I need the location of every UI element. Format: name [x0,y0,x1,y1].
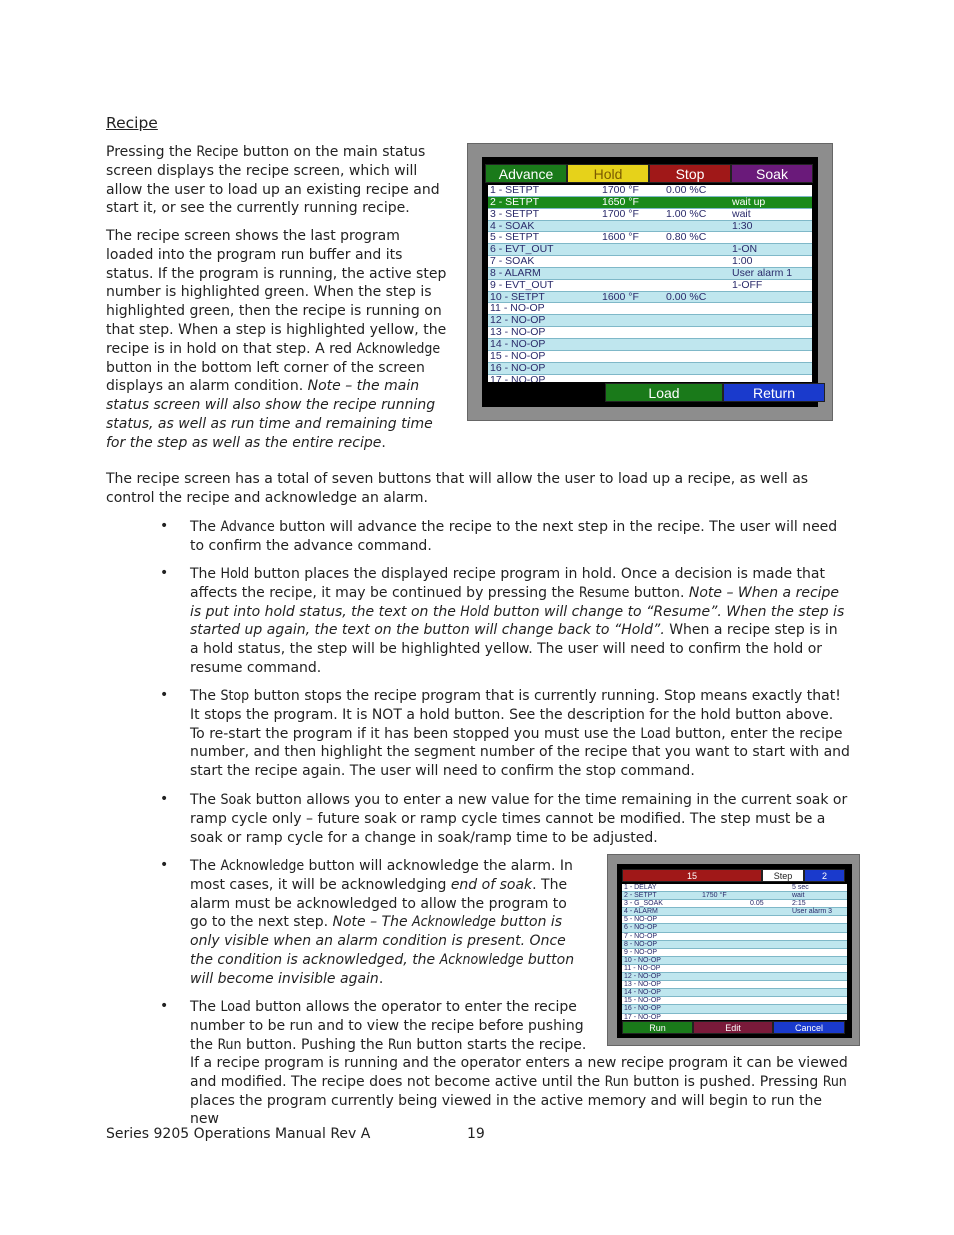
note: Note – The [332,914,413,931]
screen-button-edit[interactable]: Edit [693,1021,773,1034]
text: . [381,434,386,451]
step-name: 1 - SETPT [490,185,540,196]
run-screen [617,864,852,1038]
step-name: 8 - NO-OP [624,940,658,948]
text: button is pushed. Pressing [628,1073,823,1090]
keyword: Load [220,999,251,1015]
step-row[interactable] [622,965,847,973]
step-name: 8 - ALARM [490,266,541,279]
step-name: 9 - EVT_OUT [490,278,554,291]
keyword: Acknowledge [356,340,441,357]
step-val: 1700 °F [602,185,639,196]
step-row[interactable] [622,981,847,989]
text: Pressing the [106,144,197,160]
keyword: Acknowledge [412,914,496,931]
step-row[interactable] [488,197,812,209]
step-extra: wait [792,892,805,900]
step-name: 6 - NO-OP [624,924,658,932]
step-name: 12 - NO-OP [624,973,661,981]
recipe-step-list [488,185,812,382]
note: Note – the main status screen will also show the recipe running status, as well as run time and remaining time for the step as well as the entire recipe [106,378,436,451]
step-name: 10 - SETPT [490,290,545,303]
text: button in the bottom left corner of the screen displays an alarm condition. [106,359,425,395]
step-extra: 1:00 [732,255,753,268]
step-name: 7 - NO-OP [624,932,658,940]
acknowledge-description [190,857,588,989]
step-name: 12 - NO-OP [490,314,546,327]
screen-button-return[interactable]: Return [723,383,825,402]
note: button will change to “Resume”. When the step is started up again, the text on the button will change back to “Hold”. [190,603,845,639]
text: button. [629,584,689,601]
keyword: Resume [578,584,630,601]
step-row[interactable] [622,989,847,997]
bullet: • [160,565,169,581]
footer-manual: Series 9205 Operations Manual Rev A [106,1126,371,1142]
screen-button-run[interactable]: Run [622,1021,693,1034]
text: The [190,566,221,582]
step-name: 11 - NO-OP [624,964,661,972]
step-name: 9 - NO-OP [624,948,658,956]
step-extra: 1-ON [732,243,758,256]
step-extra: User alarm 3 [792,908,833,916]
text: . [378,970,384,987]
step-name: 10 - NO-OP [624,956,661,964]
text: button allows the operator to enter the recipe number to be run and to view the recipe before pushing the [190,999,584,1053]
status-paragraph [106,227,449,453]
step-extra: wait up [732,195,766,208]
step-row[interactable] [622,997,847,1005]
text: The [190,519,221,535]
step-name: 1 - DELAY [624,884,657,891]
step-row[interactable] [488,209,812,221]
step-pct: 0.80 %C [666,231,707,244]
note: end of soak [450,876,533,893]
step-name: 6 - EVT_OUT [490,243,554,256]
step-name: 2 - SETPT [624,892,657,900]
step-row[interactable] [622,892,847,900]
note: Note – When a recipe is put into hold status, the text on the [190,584,840,620]
step-name: 11 - NO-OP [490,302,545,315]
text: places the program currently being viewed in the active memory and will begin to run the new [190,1092,822,1128]
hold-description [190,565,850,678]
text: button will acknowledge the alarm. In most cases, it will be acknowledging [190,858,573,893]
step-name: 14 - NO-OP [490,337,546,350]
keyword: Soak [220,792,252,808]
screen-button-load[interactable]: Load [605,383,723,402]
step-val: 1700 °F [602,207,639,220]
step-name: 4 - ALARM [624,908,658,916]
intro-paragraph [106,143,446,218]
text: button. Pushing the [241,1036,388,1053]
step-row[interactable] [622,957,847,965]
step-name: 7 - SOAK [490,255,535,268]
text: The [190,999,221,1015]
step-val: 1650 °F [602,195,639,208]
step-row[interactable] [488,268,812,280]
keyword: Recipe [196,144,239,160]
step-row[interactable] [622,941,847,949]
buttons-intro: The recipe screen has a total of seven buttons that will allow the user to load up a recipe, as well as control the recipe and acknowledge an alarm. [106,471,809,506]
step-extra: 5 sec [792,884,809,891]
text: button places the displayed recipe program in hold. Once a decision is made that affects the recipe, it may be continued by pressing the [190,566,825,601]
keyword: Acknowledge [439,951,524,968]
step-name: 15 - NO-OP [624,997,661,1005]
screen-button-15[interactable]: 15 [622,869,762,882]
step-pct: 0.00 %C [666,290,707,303]
step-extra: 2:15 [792,900,806,908]
bullet: • [160,687,169,703]
screen-button-soak[interactable]: Soak [731,164,813,183]
step-row[interactable] [622,973,847,981]
text: button, enter the recipe number, and then highlight the segment number of the recipe that you want to start with and start the recipe again. The user will need to confirm the stop command. [190,725,850,780]
step-name: 13 - NO-OP [624,981,661,989]
step-name: 3 - SETPT [490,207,540,220]
screen-button-2[interactable]: 2 [804,869,845,882]
stop-description [190,687,850,781]
text: The [190,858,221,874]
screen-button-stop[interactable]: Stop [649,164,731,183]
step-row[interactable] [622,949,847,957]
step-row[interactable] [488,351,812,363]
bullet: • [160,857,169,873]
step-row[interactable] [488,244,812,256]
keyword: Stop [220,688,250,704]
step-name: 17 - NO-OP [490,373,546,382]
step-row[interactable] [622,884,847,892]
text: When a recipe step is in a hold status, the step will be highlighted yellow. The user will need to confirm the hold or resume command. [190,622,838,676]
step-row[interactable] [622,1014,847,1021]
text: button starts the recipe. [411,1036,587,1053]
recipe-top-buttons [485,164,815,183]
bullet: • [160,791,169,807]
step-name: 4 - SOAK [490,219,535,232]
keyword: Hold [220,566,250,582]
advance-description [190,518,850,556]
run-step-list [622,884,847,1020]
text: If a recipe program is running and the operator enters a new recipe program it can be viewed and modified. The recipe does not become active until the [190,1055,848,1090]
step-row[interactable] [622,908,847,916]
note: button is only visible when an alarm condition is present. Once the condition is acknowledged, the [190,914,566,968]
page-number: 19 [467,1126,485,1142]
screen-button-advance[interactable]: Advance [485,164,567,183]
step-row[interactable] [488,363,812,375]
step-name: 3 - G_SOAK [624,900,663,908]
text: button will advance the recipe to the next step in the recipe. The user will need to confirm the advance command. [190,519,838,554]
step-val: 1600 °F [602,231,639,244]
run-bottom-buttons [622,1021,847,1034]
step-row[interactable] [622,916,847,924]
step-name: 2 - SETPT [490,195,540,208]
step-row[interactable] [488,375,812,383]
keyword: Load [640,725,671,742]
keyword: Run [822,1073,847,1090]
bullet: • [160,998,169,1014]
section-heading: Recipe [106,114,158,132]
run-top-buttons [622,869,847,882]
screen-button-cancel[interactable]: Cancel [773,1021,845,1034]
step-name: 5 - SETPT [490,231,540,244]
step-extra: 1-OFF [732,278,763,291]
keyword: Hold [460,603,489,620]
step-extra: User alarm 1 [732,266,793,279]
step-pct: 0.05 [750,900,764,908]
text: button on the main status screen displays the recipe screen, which will allow the user to load up an existing recipe and start it, or see the currently running recipe. [106,144,440,217]
screen-button-hold[interactable]: Hold [567,164,649,183]
step-pct: 0.00 %C [666,185,707,196]
step-name: 16 - NO-OP [624,1005,661,1013]
recipe-bottom-buttons [605,383,829,402]
keyword: Run [217,1036,242,1053]
step-row[interactable] [488,280,812,292]
note: button will become invisible again [190,951,575,987]
text: The [190,688,221,704]
keyword: Run [387,1036,412,1053]
step-row[interactable] [622,933,847,941]
step-pct: 1.00 %C [666,207,707,220]
screen-button-step[interactable]: Step [762,869,804,882]
keyword: Acknowledge [220,858,305,874]
text: The recipe screen shows the last program loaded into the program run buffer and its status. If the program is running, the active step number is highlighted green. When the step is highlighted green, then the recipe is running on that step. When a step is highlighted yellow, the recipe is in hold on that step. A red [106,228,447,357]
recipe-screen-image [467,143,833,421]
run-screen-image [607,854,860,1046]
load-description-continued [190,1054,855,1129]
bullet: • [160,518,169,534]
step-val: 1750 °F [702,892,727,900]
step-name: 15 - NO-OP [490,349,546,362]
step-name: 13 - NO-OP [490,326,546,339]
keyword: Advance [220,519,275,535]
text: button stops the recipe program that is currently running. Stop means exactly that! It stops the program. It is NOT a hold button. See the description for the hold button above. To re-start the program if it has been stopped you must use the [190,688,841,742]
recipe-screen [482,157,818,407]
text: . The alarm must be acknowledged to allow the program to go to the next step. [190,876,568,931]
step-name: 17 - NO-OP [624,1013,661,1020]
step-name: 16 - NO-OP [490,361,546,374]
text: button allows you to enter a new value for the time remaining in the current soak or ramp cycle only – future soak or ramp cycle times cannot be modified. The step must be a soak or ramp cycle for a change in soak/ramp time to be adjusted. [190,792,848,846]
step-row[interactable] [622,924,847,932]
step-val: 1600 °F [602,290,639,303]
step-extra: wait [732,207,751,220]
step-name: 5 - NO-OP [624,916,658,924]
text: The [190,792,221,808]
load-description [190,998,590,1054]
step-row[interactable] [622,900,847,908]
soak-description [190,791,850,847]
step-row[interactable] [622,1005,847,1013]
keyword: Run [604,1073,629,1090]
step-extra: 1:30 [732,219,753,232]
step-name: 14 - NO-OP [624,989,661,997]
